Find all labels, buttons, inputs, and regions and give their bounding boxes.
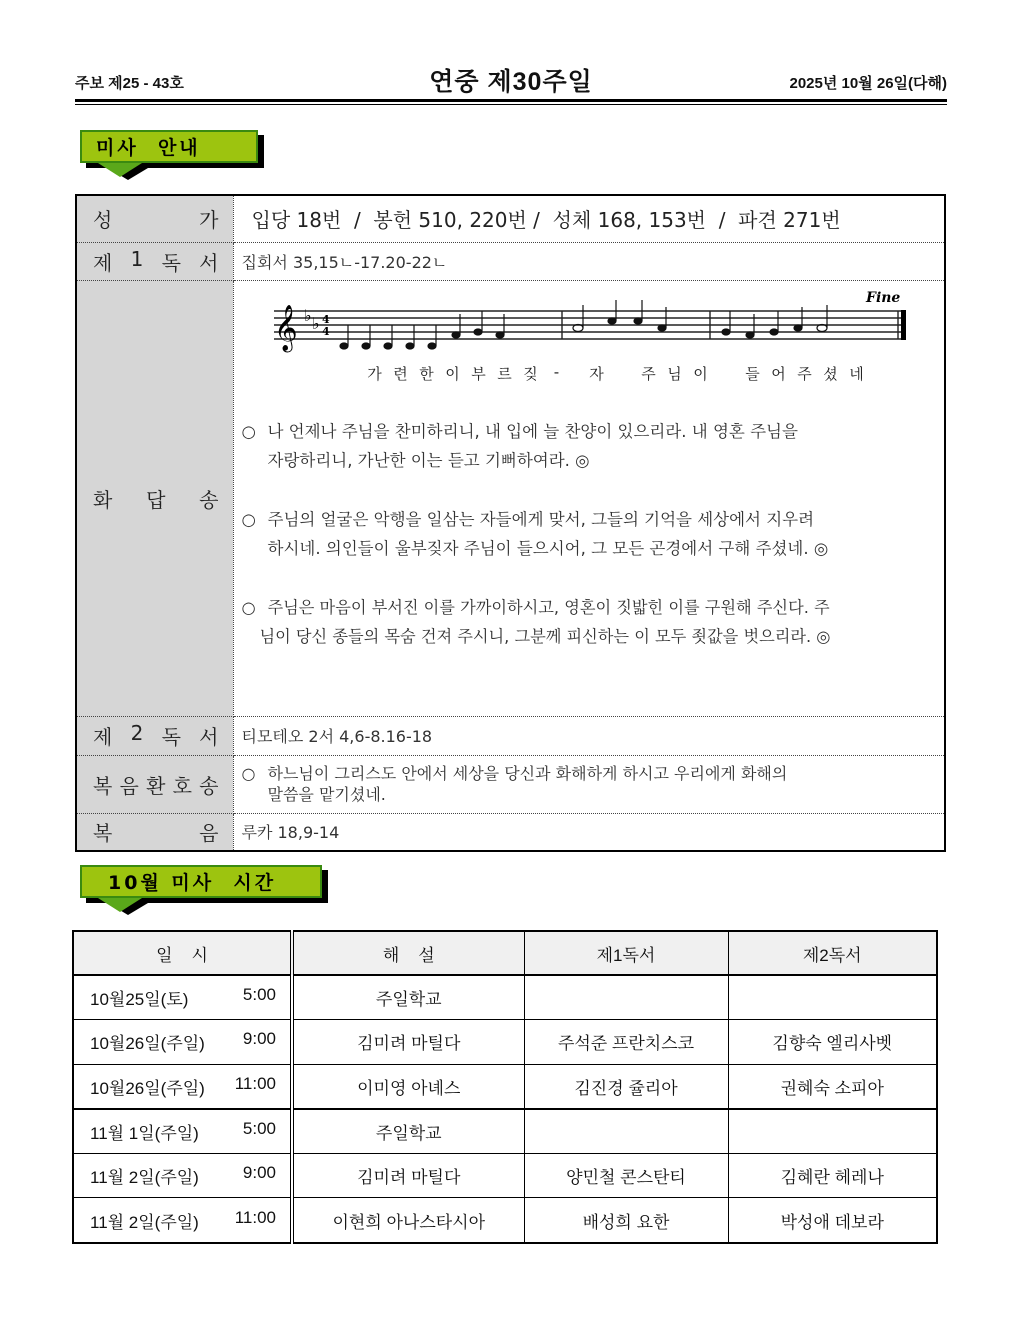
label-char: 화 bbox=[93, 487, 113, 512]
first-reader: 양민철 콘스탄티 bbox=[524, 1153, 728, 1198]
lyric-syllable: 한 bbox=[419, 364, 434, 383]
commentator: 이현희 아나스타시아 bbox=[292, 1198, 524, 1243]
label-char: 송 bbox=[199, 487, 219, 512]
label-char: 답 bbox=[146, 487, 166, 512]
lyric-syllable: 들 bbox=[745, 364, 760, 383]
mass-date: 10월26일(주일) bbox=[90, 1078, 205, 1098]
svg-text:4: 4 bbox=[321, 312, 330, 326]
first-reading-ref: 집회서 35,15ㄴ-17.20-22ㄴ bbox=[233, 242, 945, 280]
label-char: 호 bbox=[172, 773, 192, 798]
row-second-reading bbox=[76, 716, 945, 755]
label-char: 가 bbox=[199, 208, 219, 233]
lyric-syllable: 이 bbox=[445, 364, 460, 383]
commentator: 이미영 아녜스 bbox=[292, 1064, 524, 1109]
bulletin-date: 2025년 10월 26일(다해) bbox=[789, 75, 947, 92]
label-char: 환 bbox=[146, 773, 166, 798]
first-reader bbox=[524, 1109, 728, 1154]
second-reading-ref: 티모테오 2서 4,6-8.16-18 bbox=[233, 716, 945, 755]
lyric-syllable: - bbox=[553, 362, 560, 381]
lyric-syllable: 부 bbox=[471, 364, 486, 383]
psalm-verse-2: ○ 주님의 얼굴은 악행을 일삼는 자들에게 맞서, 그들의 기억을 세상에서 지우려 하시네. 의인들이 울부짖자 주님이 들으시어, 그 모든 곤경에서 구해 주셨네. ◎ bbox=[242, 505, 945, 563]
label-char: 음 bbox=[199, 821, 219, 846]
label-char: 제 bbox=[93, 725, 113, 749]
label-char: 독 bbox=[161, 725, 181, 749]
mass-time: 5:00 bbox=[242, 1118, 276, 1138]
lyric-syllable: 네 bbox=[849, 364, 864, 383]
fine-marking: Fine bbox=[865, 289, 900, 306]
mass-date: 11월 1일(주일) bbox=[90, 1123, 199, 1143]
liturgy-table bbox=[75, 194, 946, 852]
first-reader: 김진경 쥴리아 bbox=[524, 1064, 728, 1109]
second-reader: 권혜숙 소피아 bbox=[728, 1064, 937, 1109]
svg-text:♭: ♭ bbox=[303, 305, 312, 325]
table-row bbox=[73, 1064, 937, 1109]
svg-text:4: 4 bbox=[321, 324, 330, 338]
first-reader bbox=[524, 975, 728, 1020]
second-reader: 김혜란 헤레나 bbox=[728, 1153, 937, 1198]
label-char: 복 bbox=[93, 821, 113, 846]
row-hymns bbox=[76, 195, 945, 242]
col-header-commentary: 해 설 bbox=[292, 931, 524, 975]
bulletin-header bbox=[75, 62, 947, 96]
lyric-syllable: 어 bbox=[771, 364, 786, 383]
row-gospel-acclamation bbox=[76, 755, 945, 813]
label-char: 서 bbox=[199, 725, 219, 749]
header-rule-thick bbox=[75, 99, 947, 102]
lyric-syllable: 가 bbox=[367, 364, 382, 383]
lyric-syllable: 주 bbox=[641, 364, 656, 383]
mass-schedule-table bbox=[72, 930, 938, 1244]
gospel-acclamation-text: ○ 하느님이 그리스도 안에서 세상을 당신과 화해하게 하시고 우리에게 화해의 말씀을 맡기셨네. bbox=[241, 764, 788, 804]
mass-guide-banner bbox=[80, 130, 264, 182]
lyric-syllable: 르 bbox=[497, 364, 512, 383]
arrow-down-icon bbox=[98, 163, 142, 177]
psalm-verse-1: ○ 나 언제나 주님을 찬미하리니, 내 입에 늘 찬양이 있으리라. 내 영혼 주님을 자랑하리니, 가난한 이는 듣고 기뻐하여라. ◎ bbox=[242, 417, 945, 475]
hymn-numbers: 입당 18번 / 봉헌 510, 220번 / 성체 168, 153번 / 파견 271번 bbox=[233, 195, 945, 242]
table-row bbox=[73, 975, 937, 1020]
label-char: 음 bbox=[119, 773, 139, 798]
svg-text:♭: ♭ bbox=[311, 313, 320, 333]
music-score bbox=[266, 275, 906, 383]
lyric-syllable: 자 bbox=[589, 364, 604, 383]
mass-time: 9:00 bbox=[242, 1029, 276, 1049]
page-title: 연중 제30주일 bbox=[429, 68, 593, 96]
schedule-header-row bbox=[73, 931, 937, 975]
commentator: 김미려 마틸다 bbox=[292, 1153, 524, 1198]
label-char: 성 bbox=[93, 208, 113, 233]
second-reader: 박성애 데보라 bbox=[728, 1198, 937, 1243]
commentator: 김미려 마틸다 bbox=[292, 1020, 524, 1065]
table-row bbox=[73, 1020, 937, 1065]
mass-time: 11:00 bbox=[234, 1207, 276, 1227]
refrain-lyrics bbox=[362, 363, 906, 384]
circle-bullet-icon: ○ bbox=[241, 509, 256, 529]
lyric-syllable: 님 bbox=[667, 364, 682, 383]
music-staff-icon bbox=[266, 275, 906, 355]
mass-time: 9:00 bbox=[242, 1163, 276, 1183]
lyric-syllable: 련 bbox=[393, 364, 408, 383]
row-gospel bbox=[76, 813, 945, 851]
col-header-reading2: 제2독서 bbox=[728, 931, 937, 975]
second-reader bbox=[728, 975, 937, 1020]
lyric-syllable: 이 bbox=[693, 364, 708, 383]
commentator: 주일학교 bbox=[292, 1109, 524, 1154]
lyric-syllable bbox=[610, 363, 636, 384]
arrow-down-icon bbox=[98, 898, 142, 912]
gospel-ref: 루카 18,9-14 bbox=[241, 823, 340, 843]
lyric-syllable: 짖 bbox=[523, 364, 538, 383]
lyric-syllable: 주 bbox=[797, 364, 812, 383]
second-reader: 김향숙 엘리사벳 bbox=[728, 1020, 937, 1065]
banner-label: 10월 미사 시간 bbox=[108, 872, 277, 894]
header-rule-thin bbox=[75, 104, 947, 105]
mass-times-banner bbox=[80, 865, 330, 917]
row-psalm bbox=[76, 280, 945, 716]
second-reader bbox=[728, 1109, 937, 1154]
mass-date: 11월 2일(주일) bbox=[90, 1168, 199, 1188]
mass-date: 10월26일(주일) bbox=[90, 1034, 205, 1054]
circle-bullet-icon: ○ bbox=[241, 764, 256, 783]
col-header-datetime: 일 시 bbox=[73, 931, 292, 975]
label-char: 복 bbox=[93, 773, 113, 798]
label-char: 독 bbox=[161, 250, 181, 275]
col-header-reading1: 제1독서 bbox=[524, 931, 728, 975]
psalm-verse-3: ○ 주님은 마음이 부서진 이를 가까이하시고, 영혼이 짓밟힌 이를 구원해 주신다. 주 님이 당신 종들의 목숨 건져 주시니, 그분께 피신하는 이 모두 죗값을 벗으리라. ◎ bbox=[242, 593, 945, 651]
commentator: 주일학교 bbox=[292, 975, 524, 1020]
label-char: 2 bbox=[130, 721, 144, 745]
mass-time: 11:00 bbox=[234, 1073, 276, 1093]
table-row bbox=[73, 1153, 937, 1198]
table-row bbox=[73, 1109, 937, 1154]
svg-text:𝄞: 𝄞 bbox=[273, 304, 298, 351]
table-row bbox=[73, 1198, 937, 1243]
label-char: 제 bbox=[93, 250, 113, 275]
mass-date: 10월25일(토) bbox=[90, 990, 189, 1010]
first-reader: 배성희 요한 bbox=[524, 1198, 728, 1243]
circle-bullet-icon: ○ bbox=[241, 597, 256, 617]
mass-date: 11월 2일(주일) bbox=[90, 1212, 199, 1232]
issue-number: 주보 제25 - 43호 bbox=[75, 75, 184, 92]
label-char: 1 bbox=[130, 246, 144, 271]
banner-label: 미사 안내 bbox=[96, 137, 201, 159]
circle-bullet-icon: ○ bbox=[241, 421, 256, 441]
first-reader: 주석준 프란치스코 bbox=[524, 1020, 728, 1065]
lyric-syllable bbox=[714, 363, 740, 384]
label-char: 서 bbox=[199, 250, 219, 275]
mass-time: 5:00 bbox=[242, 985, 276, 1005]
lyric-syllable: 셨 bbox=[823, 364, 838, 383]
label-char: 송 bbox=[199, 773, 219, 798]
